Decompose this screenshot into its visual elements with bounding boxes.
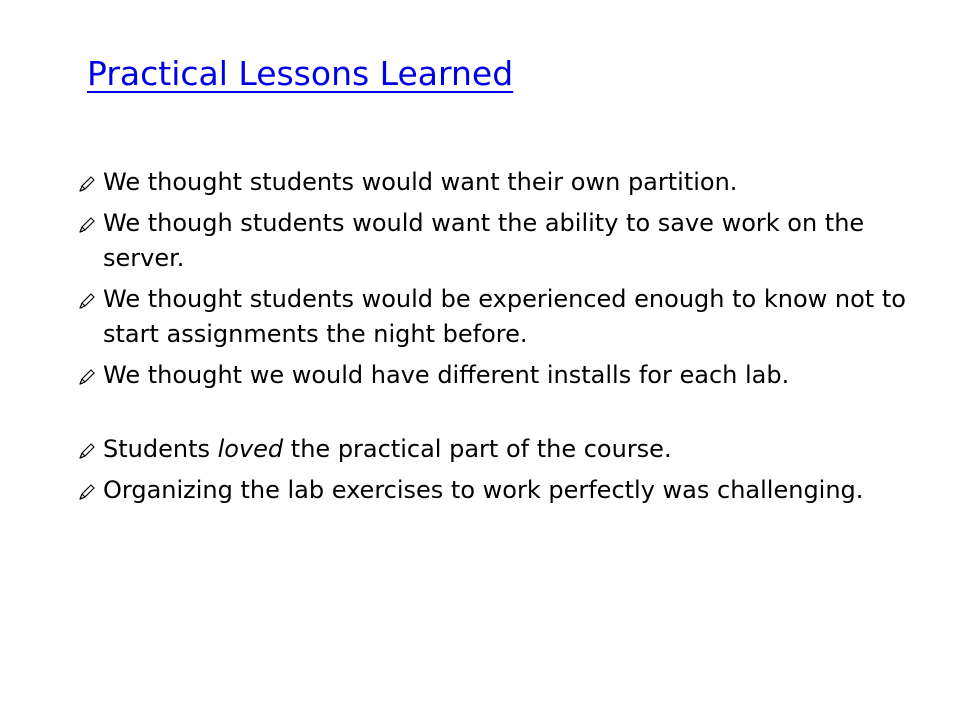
slide-title: Practical Lessons Learned [87, 54, 514, 93]
bullet-text-pre: Students [103, 435, 218, 463]
pencil-icon [78, 216, 96, 234]
bullet-item [78, 473, 928, 508]
pencil-icon [78, 368, 96, 386]
pencil-icon [78, 483, 96, 501]
bullet-item [78, 165, 928, 200]
bullet-item [78, 358, 928, 393]
bullet-text-emphasis: loved [217, 435, 284, 463]
bullet-item [78, 432, 928, 467]
bullet-text-post: the practical part of the course. [283, 435, 672, 463]
pencil-icon [78, 292, 96, 310]
bullet-text: We thought students would want their own partition. [103, 168, 738, 196]
pencil-icon [78, 442, 96, 460]
bullet-text: We thought we would have different installs for each lab. [103, 361, 790, 389]
bullet-text [103, 435, 672, 463]
bullet-list [78, 165, 928, 514]
pencil-icon [78, 175, 96, 193]
bullet-text: We thought students would be experienced enough to know not to start assignments the night before. [103, 285, 906, 348]
bullet-text: Organizing the lab exercises to work perfectly was challenging. [103, 476, 864, 504]
bullet-item [78, 206, 928, 276]
bullet-item [78, 282, 928, 352]
bullet-text: We though students would want the ability to save work on the server. [103, 209, 865, 272]
